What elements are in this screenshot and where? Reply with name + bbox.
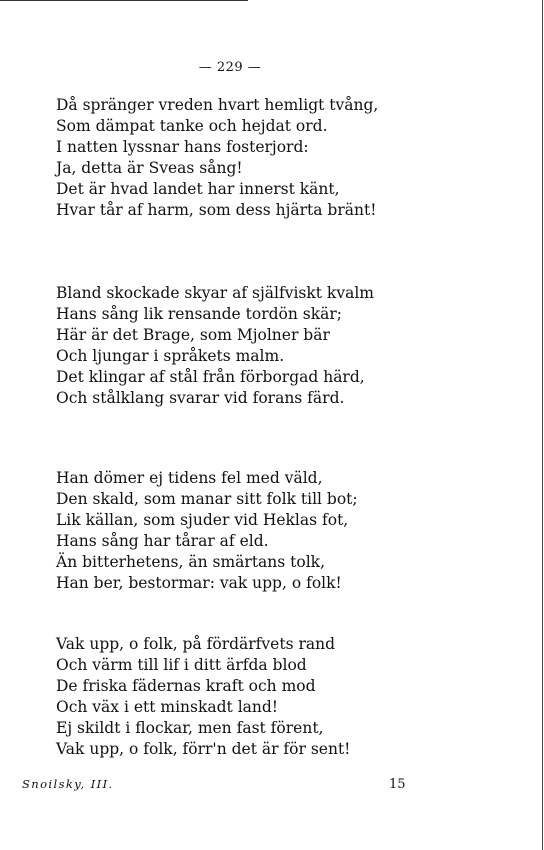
page-number: — 229 — xyxy=(198,60,262,75)
verse-line: Och ljungar i språkets malm. xyxy=(56,347,285,365)
verse-line: Vak upp, o folk, förr'n det är för sent! xyxy=(56,740,351,758)
verse-line: Här är det Brage, som Mjolner bär xyxy=(56,326,330,344)
verse-line: Då spränger vreden hvart hemligt tvång, xyxy=(56,96,379,114)
stanza-2 xyxy=(56,283,374,409)
top-edge-rule xyxy=(0,0,248,1)
verse-line: Han ber, bestormar: vak upp, o folk! xyxy=(56,574,342,592)
verse-line: Ej skildt i flockar, men fast förent, xyxy=(56,719,324,737)
verse-line: I natten lyssnar hans fosterjord: xyxy=(56,138,309,156)
footer-author-volume: Snoilsky, III. xyxy=(22,777,114,791)
verse-line: Hvar tår af harm, som dess hjärta bränt! xyxy=(56,201,377,219)
verse-line: Och värm till lif i ditt ärfda blod xyxy=(56,656,307,674)
verse-line: Han dömer ej tidens fel med väld, xyxy=(56,469,323,487)
verse-line: Och väx i ett minskadt land! xyxy=(56,698,279,716)
verse-line: Än bitterhetens, än smärtans tolk, xyxy=(56,553,325,571)
verse-line: Den skald, som manar sitt folk till bot; xyxy=(56,490,358,508)
verse-line: Ja, detta är Sveas sång! xyxy=(56,159,243,177)
footer-signature-mark: 15 xyxy=(389,777,406,792)
page-right-edge xyxy=(542,0,543,850)
stanza-3 xyxy=(56,468,358,594)
stanza-4 xyxy=(56,634,350,760)
verse-line: Hans sång har tårar af eld. xyxy=(56,532,269,550)
verse-line: Som dämpat tanke och hejdat ord. xyxy=(56,117,328,135)
verse-line: Lik källan, som sjuder vid Heklas fot, xyxy=(56,511,349,529)
verse-line: Hans sång lik rensande tordön skär; xyxy=(56,305,343,323)
stanza-1 xyxy=(56,95,378,221)
verse-line: Vak upp, o folk, på fördärfvets rand xyxy=(56,635,336,653)
verse-line: Och stålklang svarar vid forans färd. xyxy=(56,389,345,407)
verse-line: Bland skockade skyar af själfviskt kvalm xyxy=(56,284,374,302)
verse-line: De friska fädernas kraft och mod xyxy=(56,677,316,695)
verse-line: Det är hvad landet har innerst känt, xyxy=(56,180,340,198)
verse-line: Det klingar af stål från förborgad härd, xyxy=(56,368,365,386)
